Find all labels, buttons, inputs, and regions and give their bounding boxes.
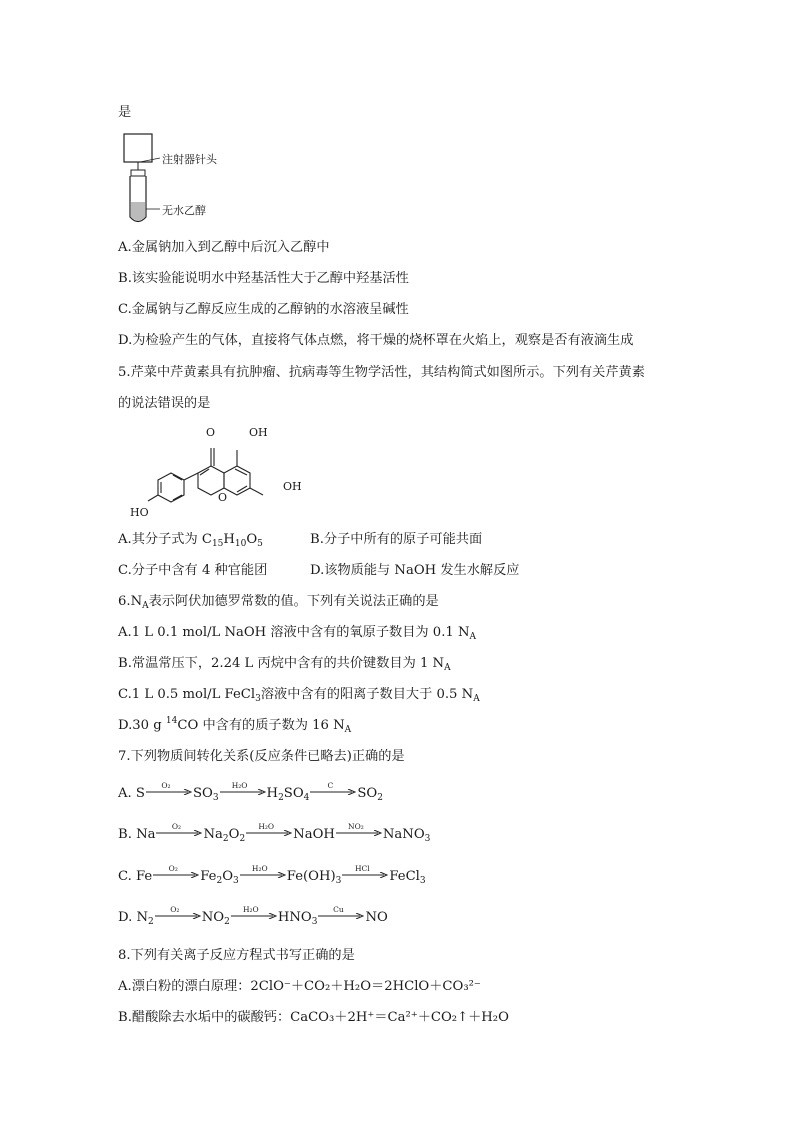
oh-left-label: HO <box>130 506 149 519</box>
q7-option-a: A. S O₂ $SO_3$ H₂O $H_2SO_4$ C $SO_2$ <box>118 781 383 803</box>
q8-option-b: B.醋酸除去水垢中的碳酸钙：CaCO₃＋2H⁺＝Ca²⁺＋CO₂↑＋H₂O <box>118 1010 509 1025</box>
q6-option-c: C.1 L 0.5 mol/L FeCl$_3$溶液中含有的阳离子数目大于 0.5 $N_A$ <box>118 687 480 704</box>
q8-option-a: A.漂白粉的漂白原理：2ClO⁻＋CO₂＋H₂O＝2HClO＋CO₃²⁻ <box>118 979 481 994</box>
arrow-icon: HCl <box>342 867 388 881</box>
ring-o-label: O <box>218 491 228 504</box>
oh-top-label: OH <box>249 426 268 439</box>
q6-option-a: A.1 L 0.1 mol/L NaOH 溶液中含有的氧原子数目为 0.1 $N_A$ <box>118 625 477 642</box>
carbonyl-o-label: O <box>206 426 216 439</box>
arrow-icon: H₂O <box>240 867 286 881</box>
q4-option-a: A.金属钠加入到乙醇中后沉入乙醇中 <box>118 240 330 255</box>
q6-option-d: D.30 g $^{14}$CO 中含有的质子数为 16 $N_A$ <box>118 716 352 735</box>
arrow-icon: H₂O <box>231 908 277 922</box>
intro-tail: 是 <box>118 105 132 120</box>
q5-option-d: D.该物质能与 NaOH 发生水解反应 <box>310 563 520 578</box>
apigenin-structure <box>118 418 318 526</box>
arrow-icon: O₂ <box>153 867 199 881</box>
arrow-icon: NO₂ <box>336 825 382 839</box>
q7-option-d: D. $N_2$ O₂ $NO_2$ H₂O $HNO_3$ Cu NO <box>118 905 388 927</box>
q5-options-row1 <box>118 531 483 549</box>
q5-options-row2 <box>118 562 520 580</box>
q6-option-b: B.常温常压下，2.24 L 丙烷中含有的共价键数目为 1 $N_A$ <box>118 656 451 673</box>
q7-option-b: B. Na O₂ $Na_2O_2$ H₂O NaOH NO₂ NaNO$_3$ <box>118 822 431 844</box>
ethanol-label: 无水乙醇 <box>162 204 206 217</box>
arrow-icon: C <box>310 784 356 798</box>
q4-option-c: C.金属钠与乙醇反应生成的乙醇钠的水溶液呈碱性 <box>118 302 409 317</box>
arrow-icon: H₂O <box>220 784 266 798</box>
q5-stem-line2: 的说法错误的是 <box>118 396 211 411</box>
q4-option-b: B.该实验能说明水中羟基活性大于乙醇中羟基活性 <box>118 271 409 286</box>
q6-stem: $6.N_A$表示阿伏加德罗常数的值。下列有关说法正确的是 <box>118 594 439 611</box>
q5-option-c: C.分子中含有 4 种官能团 <box>118 563 268 578</box>
q7-stem: 7.下列物质间转化关系(反应条件已略去)正确的是 <box>118 749 405 764</box>
oh-right-label: OH <box>283 480 302 493</box>
q5-option-a: A.其分子式为 $C_{15}H_{10}O_5$ <box>118 532 263 549</box>
q5-option-b: B.分子中所有的原子可能共面 <box>310 532 483 547</box>
arrow-icon: O₂ <box>146 784 192 798</box>
q7-option-c: C. Fe O₂ $Fe_2O_3$ H₂O $Fe(OH)_3$ HCl FeCl$_3$ <box>118 864 426 886</box>
q4-option-d: D.为检验产生的气体，直接将气体点燃，将干燥的烧杯罩在火焰上，观察是否有液滴生成 <box>118 333 634 348</box>
needle-label: 注射器针头 <box>162 153 217 166</box>
arrow-icon: H₂O <box>246 825 292 839</box>
arrow-icon: Cu <box>318 908 364 922</box>
q8-stem: 8.下列有关离子反应方程式书写正确的是 <box>118 948 355 963</box>
q5-stem-line1: 5.芹菜中芹黄素具有抗肿瘤、抗病毒等生物学活性，其结构简式如图所示。下列有关芹黄素 <box>118 365 645 380</box>
arrow-icon: O₂ <box>155 908 201 922</box>
arrow-icon: O₂ <box>156 825 202 839</box>
apparatus-figure <box>118 132 268 227</box>
